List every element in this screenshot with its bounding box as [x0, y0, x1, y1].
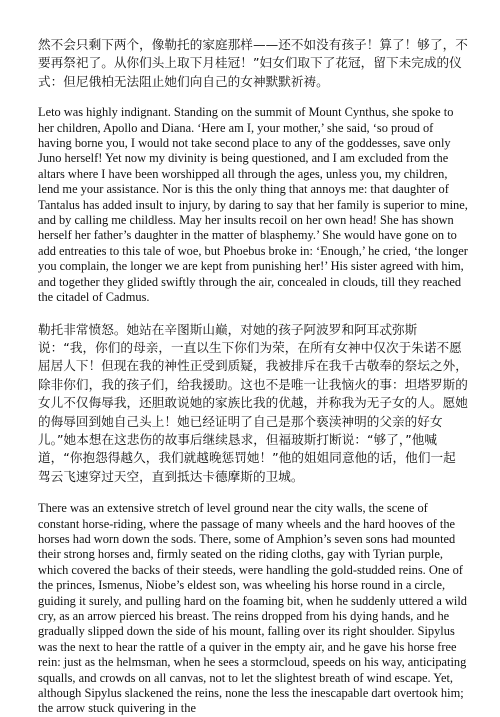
paragraph-en-2: There was an extensive stretch of level ground near the city walls, the scene of constant horse-riding, where the passage of many wheels and the hard hooves of the horses had worn down the sods. There, some of Amphion’s seven sons had mounted their strong horses and, firmly seated on the riding cloths, gay with Tyrian purple, which covered the backs of their steeds, were handling the gold-studded reins. One of the princes, Ismenus, Niobe’s eldest son, was wheeling his horse round in a circle, guiding it surely, and pulling hard on the foaming bit, when he suddenly uttered a wild cry, as an arrow pierced his breast. The reins dropped from his dying hands, and he gradually slipped down the side of his mount, falling over its right shoulder. Sipylus was the next to hear the rattle of a quiver in the empty air, and he gave his horse free rein: just as the helmsman, when he sees a stormcloud, speeds on his way, anticipating squalls, and crowds on all canvas, not to let the slightest breath of wind escape. Yet, although Sipylus slackened the reins, none the less the inescapable dart overtook him; the arrow stuck quivering in the — [38, 501, 468, 716]
page-text — [38, 36, 468, 717]
paragraph-en-1: Leto was highly indignant. Standing on the summit of Mount Cynthus, she spoke to her children, Apollo and Diana. ‘Here am I, your mother,’ she said, ‘so proud of having borne you, I would not take second place to any of the goddesses, save only Juno herself! Yet now my divinity is being questioned, and I am excluded from the altars where I have been worshipped all through the ages, unless you, my children, lend me your assistance. Nor is this the only thing that annoys me: that daughter of Tantalus has added insult to injury, by daring to say that her family is superior to mine, and by calling me childless. May her insults recoil on her own head! She has shown herself her father’s daughter in the matter of blasphemy.’ She would have gone on to add entreaties to this tale of woe, but Phoebus broke in: ‘Enough,’ he cried, ‘the longer you complain, the longer we are kept from punishing her!’ His sister agreed with him, and together they glided swiftly through the air, concealed in clouds, till they reached the citadel of Cadmus. — [38, 105, 468, 305]
paragraph-zh-2: 勒托非常愤怒。她站在辛图斯山巅，对她的孩子阿波罗和阿耳忒弥斯说：“我，你们的母亲，一直以生下你们为荣，在所有女神中仅次于朱诺不愿屈居人下！但现在我的神性正受到质疑，我被排斥在我千古敬奉的祭坛之外，除非你们，我的孩子们，给我援助。这也不是唯一让我恼火的事：坦塔罗斯的女儿不仅侮辱我，还胆敢说她的家族比我的优越，并称我为无子女的人。愿她的侮辱回到她自己头上！她已经证明了自己是那个亵渎神明的父亲的好女儿。”她本想在这悲伤的故事后继续恳求，但福玻斯打断说：“够了，”他喊道，“你抱怨得越久，我们就越晚惩罚她！”他的姐姐同意他的话，他们一起驾云飞速穿过天空，直到抵达卡德摩斯的卫城。 — [38, 321, 468, 484]
paragraph-zh-1: 然不会只剩下两个，像勒托的家庭那样——还不如没有孩子！算了！够了，不要再祭祀了。从你们头上取下月桂冠！”妇女们取下了花冠，留下未完成的仪式：但尼俄柏无法阻止她们向自己的女神默默祈祷。 — [38, 37, 468, 89]
